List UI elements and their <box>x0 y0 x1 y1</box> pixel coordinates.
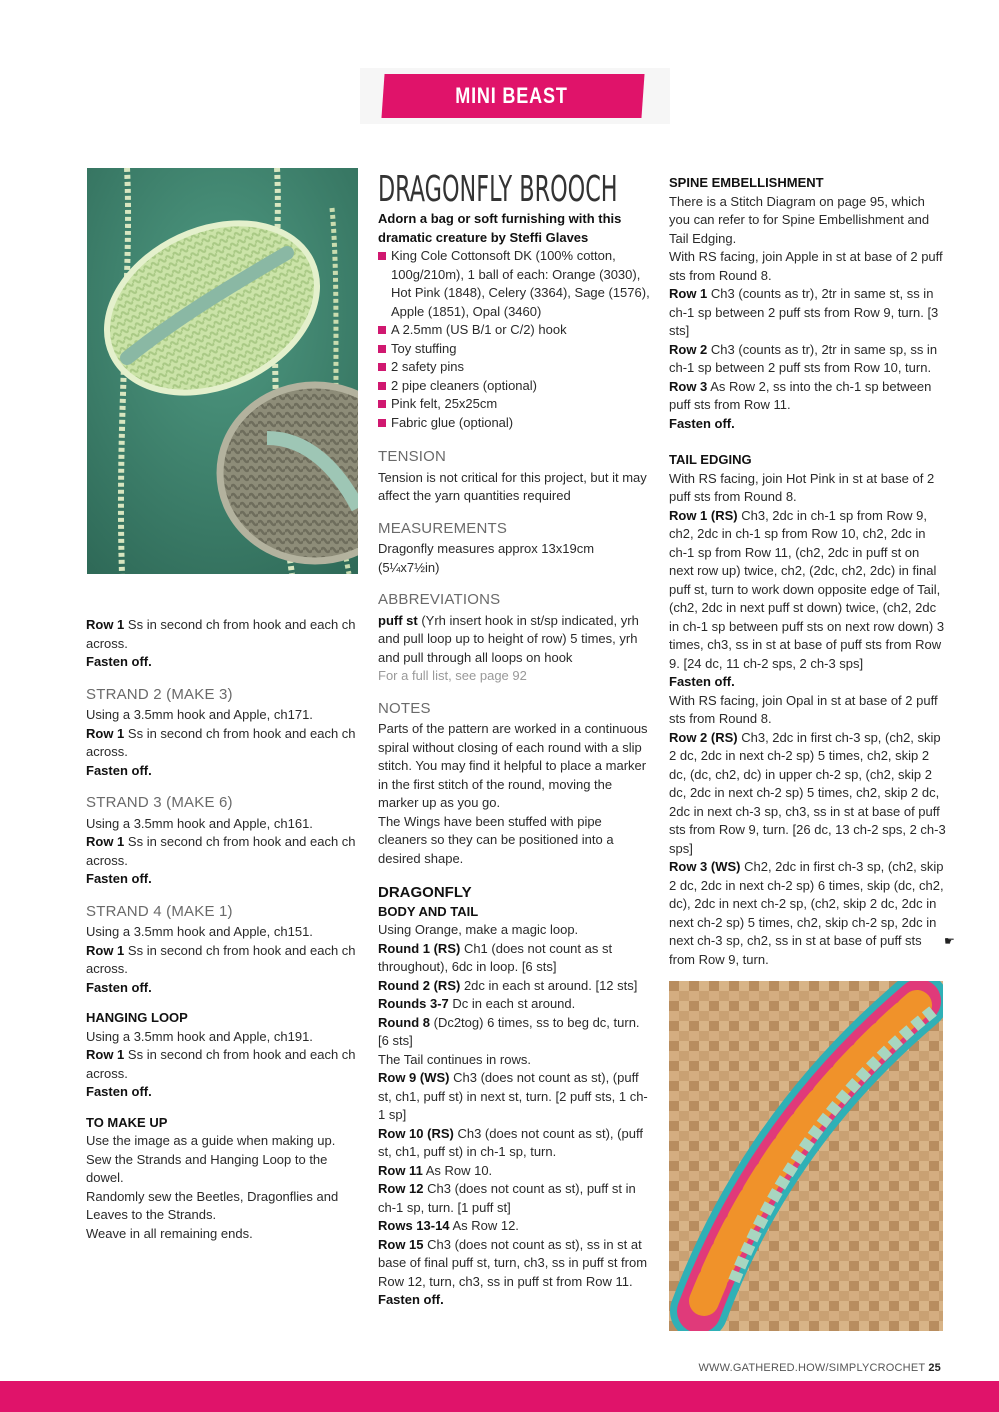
dragonfly-using: Using Orange, make a magic loop. <box>378 922 579 937</box>
spine-heading: SPINE EMBELLISHMENT <box>669 175 824 190</box>
row-label: Row 1 <box>86 1047 125 1062</box>
make-up-line: Randomly sew the Beetles, Dragonflies and Leaves to the Strands. <box>86 1188 339 1222</box>
row-text: Ss in second ch from hook and each ch across. <box>86 725 356 759</box>
footer <box>698 1362 941 1374</box>
row-label: Round 2 (RS) <box>378 977 461 993</box>
row-label: Row 1 <box>86 725 125 741</box>
make-up-line: Use the image as a guide when making up. <box>86 1133 336 1148</box>
strand-4-heading: STRAND 4 (MAKE 1) <box>86 902 233 920</box>
tail-note: The Tail continues in rows. <box>378 1051 531 1067</box>
pointing-hand-icon: ☛ <box>944 934 955 948</box>
right-column <box>669 174 946 969</box>
fasten-off: Fasten off. <box>669 415 735 431</box>
pattern-intro: Adorn a bag or soft furnishing with this dramatic creature by Steffi Glaves <box>378 211 622 245</box>
tail-edging-heading: TAIL EDGING <box>669 452 752 467</box>
row-label: Row 1 <box>86 617 125 632</box>
row-label: Row 1 <box>669 286 708 301</box>
row-text: Ch3, 2dc in first ch-3 sp, (ch2, skip 2 dc, 2dc in next ch-2 sp) 5 times, ch2, skip 2 dc, (dc, ch2, dc) in upper ch-2 sp, (ch2, skip 2 dc, 2dc in next ch-2 sp) 5 times, ch2, skip 2 dc, 2dc in next ch-3 sp, ch3, ss in st at base of puff sts from Row 9, turn. [26 dc, 13 ch-2 sps, 2 ch-3 sps] <box>669 729 946 856</box>
row-text: As Row 2, ss into the ch-1 sp between puff sts from Row 11. <box>669 378 932 412</box>
materials-item: King Cole Cottonsoft DK (100% cotton, 100g/210m), 1 ball of each: Orange (3030), Hot Pink (1848), Celery (3364), Sage (1576), Apple (1851), Opal (3460) <box>378 247 652 321</box>
footer-url: WWW.GATHERED.HOW/SIMPLYCROCHET <box>698 1362 926 1374</box>
row-label: Row 11 <box>378 1162 423 1178</box>
row-label: Row 10 (RS) <box>378 1125 454 1141</box>
row-label: Rows 13-14 <box>378 1218 450 1233</box>
row-text: Ss in second ch from hook and each ch across. <box>86 1047 356 1081</box>
collection-banner <box>381 74 644 152</box>
abbreviations-heading: ABBREVIATIONS <box>378 591 501 608</box>
collection-banner-text: MINI BEAST COLLECTION <box>448 83 575 152</box>
hanging-loop-using: Using a 3.5mm hook and Apple, ch191. <box>86 1028 313 1044</box>
fasten-off: Fasten off. <box>86 762 152 778</box>
materials-item: 2 safety pins <box>378 358 652 377</box>
left-column <box>86 616 356 1243</box>
row-label: Row 1 (RS) <box>669 507 738 523</box>
tension-text: Tension is not critical for this project, but it may affect the yarn quantities required <box>378 469 647 503</box>
make-up-heading: TO MAKE UP <box>86 1114 168 1130</box>
page-number: 25 <box>928 1362 941 1374</box>
materials-item: Pink felt, 25x25cm <box>378 395 652 414</box>
abbreviation-term: puff st <box>378 612 418 628</box>
fasten-off: Fasten off. <box>378 1292 444 1307</box>
fasten-off: Fasten off. <box>86 654 152 669</box>
strand-3-using: Using a 3.5mm hook and Apple, ch161. <box>86 815 313 831</box>
make-up-line: Sew the Strands and Hanging Loop to the dowel. <box>86 1151 328 1185</box>
dragonfly-heading: DRAGONFLY <box>378 884 472 901</box>
row-label: Row 3 (WS) <box>669 859 741 874</box>
row-text: As Row 10. <box>422 1162 493 1178</box>
fasten-off: Fasten off. <box>669 674 735 689</box>
dragonfly-tail-photo <box>669 981 943 1331</box>
row-text: 2dc in each st around. [12 sts] <box>460 977 638 993</box>
row-text: Ch2, 2dc in first ch-3 sp, (ch2, skip 2 dc, 2dc in next ch-2 sp) 6 times, skip (dc, ch2, dc), 2dc in next ch-2 sp, (ch2, skip 2 dc, 2dc in next ch-2 sp) 5 times, ch2, skip ch-2 sp, 2dc in next ch-3 sp, ch2, ss in st at base of puff sts from Row 9, turn. <box>669 859 944 967</box>
make-up-line: Weave in all remaining ends. <box>86 1225 253 1241</box>
row-label: Row 12 <box>378 1181 424 1196</box>
row-text: Ch3 (counts as tr), 2tr in same st, ss in ch-1 sp between 2 puff sts from Row 9, turn. [3 sts] <box>669 286 939 338</box>
row-label: Rounds 3-7 <box>378 996 449 1011</box>
row-text: Ss in second ch from hook and each ch across. <box>86 942 356 976</box>
row-label: Round 8 <box>378 1014 430 1030</box>
middle-column <box>378 170 652 1310</box>
row-text: As Row 12. <box>449 1218 519 1233</box>
row-text: Ch3 (counts as tr), 2tr in same sp, ss in ch-1 sp between 2 puff sts from Row 10, turn. <box>669 341 938 375</box>
row-label: Round 1 (RS) <box>378 940 461 956</box>
bottom-accent-bar <box>0 1381 999 1412</box>
row-label: Row 9 (WS) <box>378 1070 450 1085</box>
row-label: Row 15 <box>378 1236 424 1252</box>
row-text: Ch3 (does not count as st), (puff st, ch1, puff st) in ch-1 sp, turn. <box>378 1125 643 1159</box>
row-label: Row 3 <box>669 378 708 394</box>
strand-2-heading: STRAND 2 (MAKE 3) <box>86 685 233 703</box>
row-label: Row 2 (RS) <box>669 729 738 745</box>
row-text: Ss in second ch from hook and each ch across. <box>86 617 356 651</box>
row-text: Ss in second ch from hook and each ch across. <box>86 834 356 868</box>
strand-4-using: Using a 3.5mm hook and Apple, ch151. <box>86 924 313 939</box>
fasten-off: Fasten off. <box>86 871 152 886</box>
spine-join: With RS facing, join Apple in st at base of 2 puff sts from Round 8. <box>669 249 943 283</box>
materials-item: Toy stuffing <box>378 340 652 359</box>
notes-heading: NOTES <box>378 699 431 717</box>
row-text: Ch3, 2dc in ch-1 sp from Row 9, ch2, 2dc in ch-1 sp from Row 10, ch2, 2dc in ch-1 sp from Row 11, (ch2, 2dc in puff st on next row up) twice, ch2, (2dc, ch2, 2dc) in final puff st, turn to work down opposite edge of Tail, (ch2, 2dc in next puff st down) twice, (ch2, 2dc in ch-1 sp between puff sts on next row down) 3 times, ch3, ss in st at base of puff sts from Row 9. [24 dc, 11 ch-2 sps, 2 ch-3 sps] <box>669 507 945 671</box>
materials-item: Fabric glue (optional) <box>378 414 652 433</box>
abbreviation-text: (Yrh insert hook in st/sp indicated, yrh and pull loop up to height of row) 5 times, yrh and pull through all loops on hook <box>378 612 639 665</box>
materials-item: A 2.5mm (US B/1 or C/2) hook <box>378 321 652 340</box>
body-tail-heading: BODY AND TAIL <box>378 903 479 919</box>
measurements-text: Dragonfly measures approx 13x19cm (5¼x7½in) <box>378 541 595 575</box>
notes-text: Parts of the pattern are worked in a continuous spiral without closing of each round with a slip stitch. You may find it helpful to place a marker in the first stitch of the round, moving the marker up as you go. <box>378 721 648 810</box>
tail-join-2: With RS facing, join Opal in st at base of 2 puff sts from Round 8. <box>669 692 938 726</box>
row-text: (Dc2tog) 6 times, ss to beg dc, turn. [6 sts] <box>378 1014 640 1048</box>
fasten-off: Fasten off. <box>86 979 152 995</box>
tail-join: With RS facing, join Hot Pink in st at base of 2 puff sts from Round 8. <box>669 470 935 504</box>
spine-intro: There is a Stitch Diagram on page 95, which you can refer to for Spine Embellishment and Tail Edging. <box>669 193 930 246</box>
row-text: Ch1 (does not count as st throughout), 6dc in loop. [6 sts] <box>378 940 613 974</box>
pattern-title: DRAGONFLY BROOCH <box>378 169 618 210</box>
row-text: Ch3 (does not count as st), ss in st at base of final puff st, turn, ch3, ss in puff st from Row 12, turn, ch3, ss in puff st from Row 11. <box>378 1236 648 1289</box>
materials-item: 2 pipe cleaners (optional) <box>378 377 652 396</box>
leaves-photo <box>87 168 358 574</box>
row-label: Row 2 <box>669 341 708 357</box>
tension-heading: TENSION <box>378 448 447 465</box>
notes-text-2: The Wings have been stuffed with pipe cleaners so they can be positioned into a desired shape. <box>378 813 614 866</box>
fasten-off: Fasten off. <box>86 1084 152 1099</box>
measurements-heading: MEASUREMENTS <box>378 519 508 537</box>
strand-2-using: Using a 3.5mm hook and Apple, ch171. <box>86 707 313 722</box>
hanging-loop-heading: HANGING LOOP <box>86 1010 188 1025</box>
row-label: Row 1 <box>86 942 125 958</box>
abbreviations-more: For a full list, see page 92 <box>378 668 527 683</box>
row-text: Dc in each st around. <box>448 996 576 1011</box>
row-text: Ch3 (does not count as st), (puff st, ch1, puff st) in next st, turn. [2 puff sts, 1 ch-1 sp] <box>378 1070 648 1122</box>
materials-list <box>378 247 652 432</box>
row-text: Ch3 (does not count as st), puff st in ch-1 sp, turn. [1 puff st] <box>378 1181 636 1215</box>
strand-3-heading: STRAND 3 (MAKE 6) <box>86 794 233 811</box>
row-label: Row 1 <box>86 834 125 849</box>
